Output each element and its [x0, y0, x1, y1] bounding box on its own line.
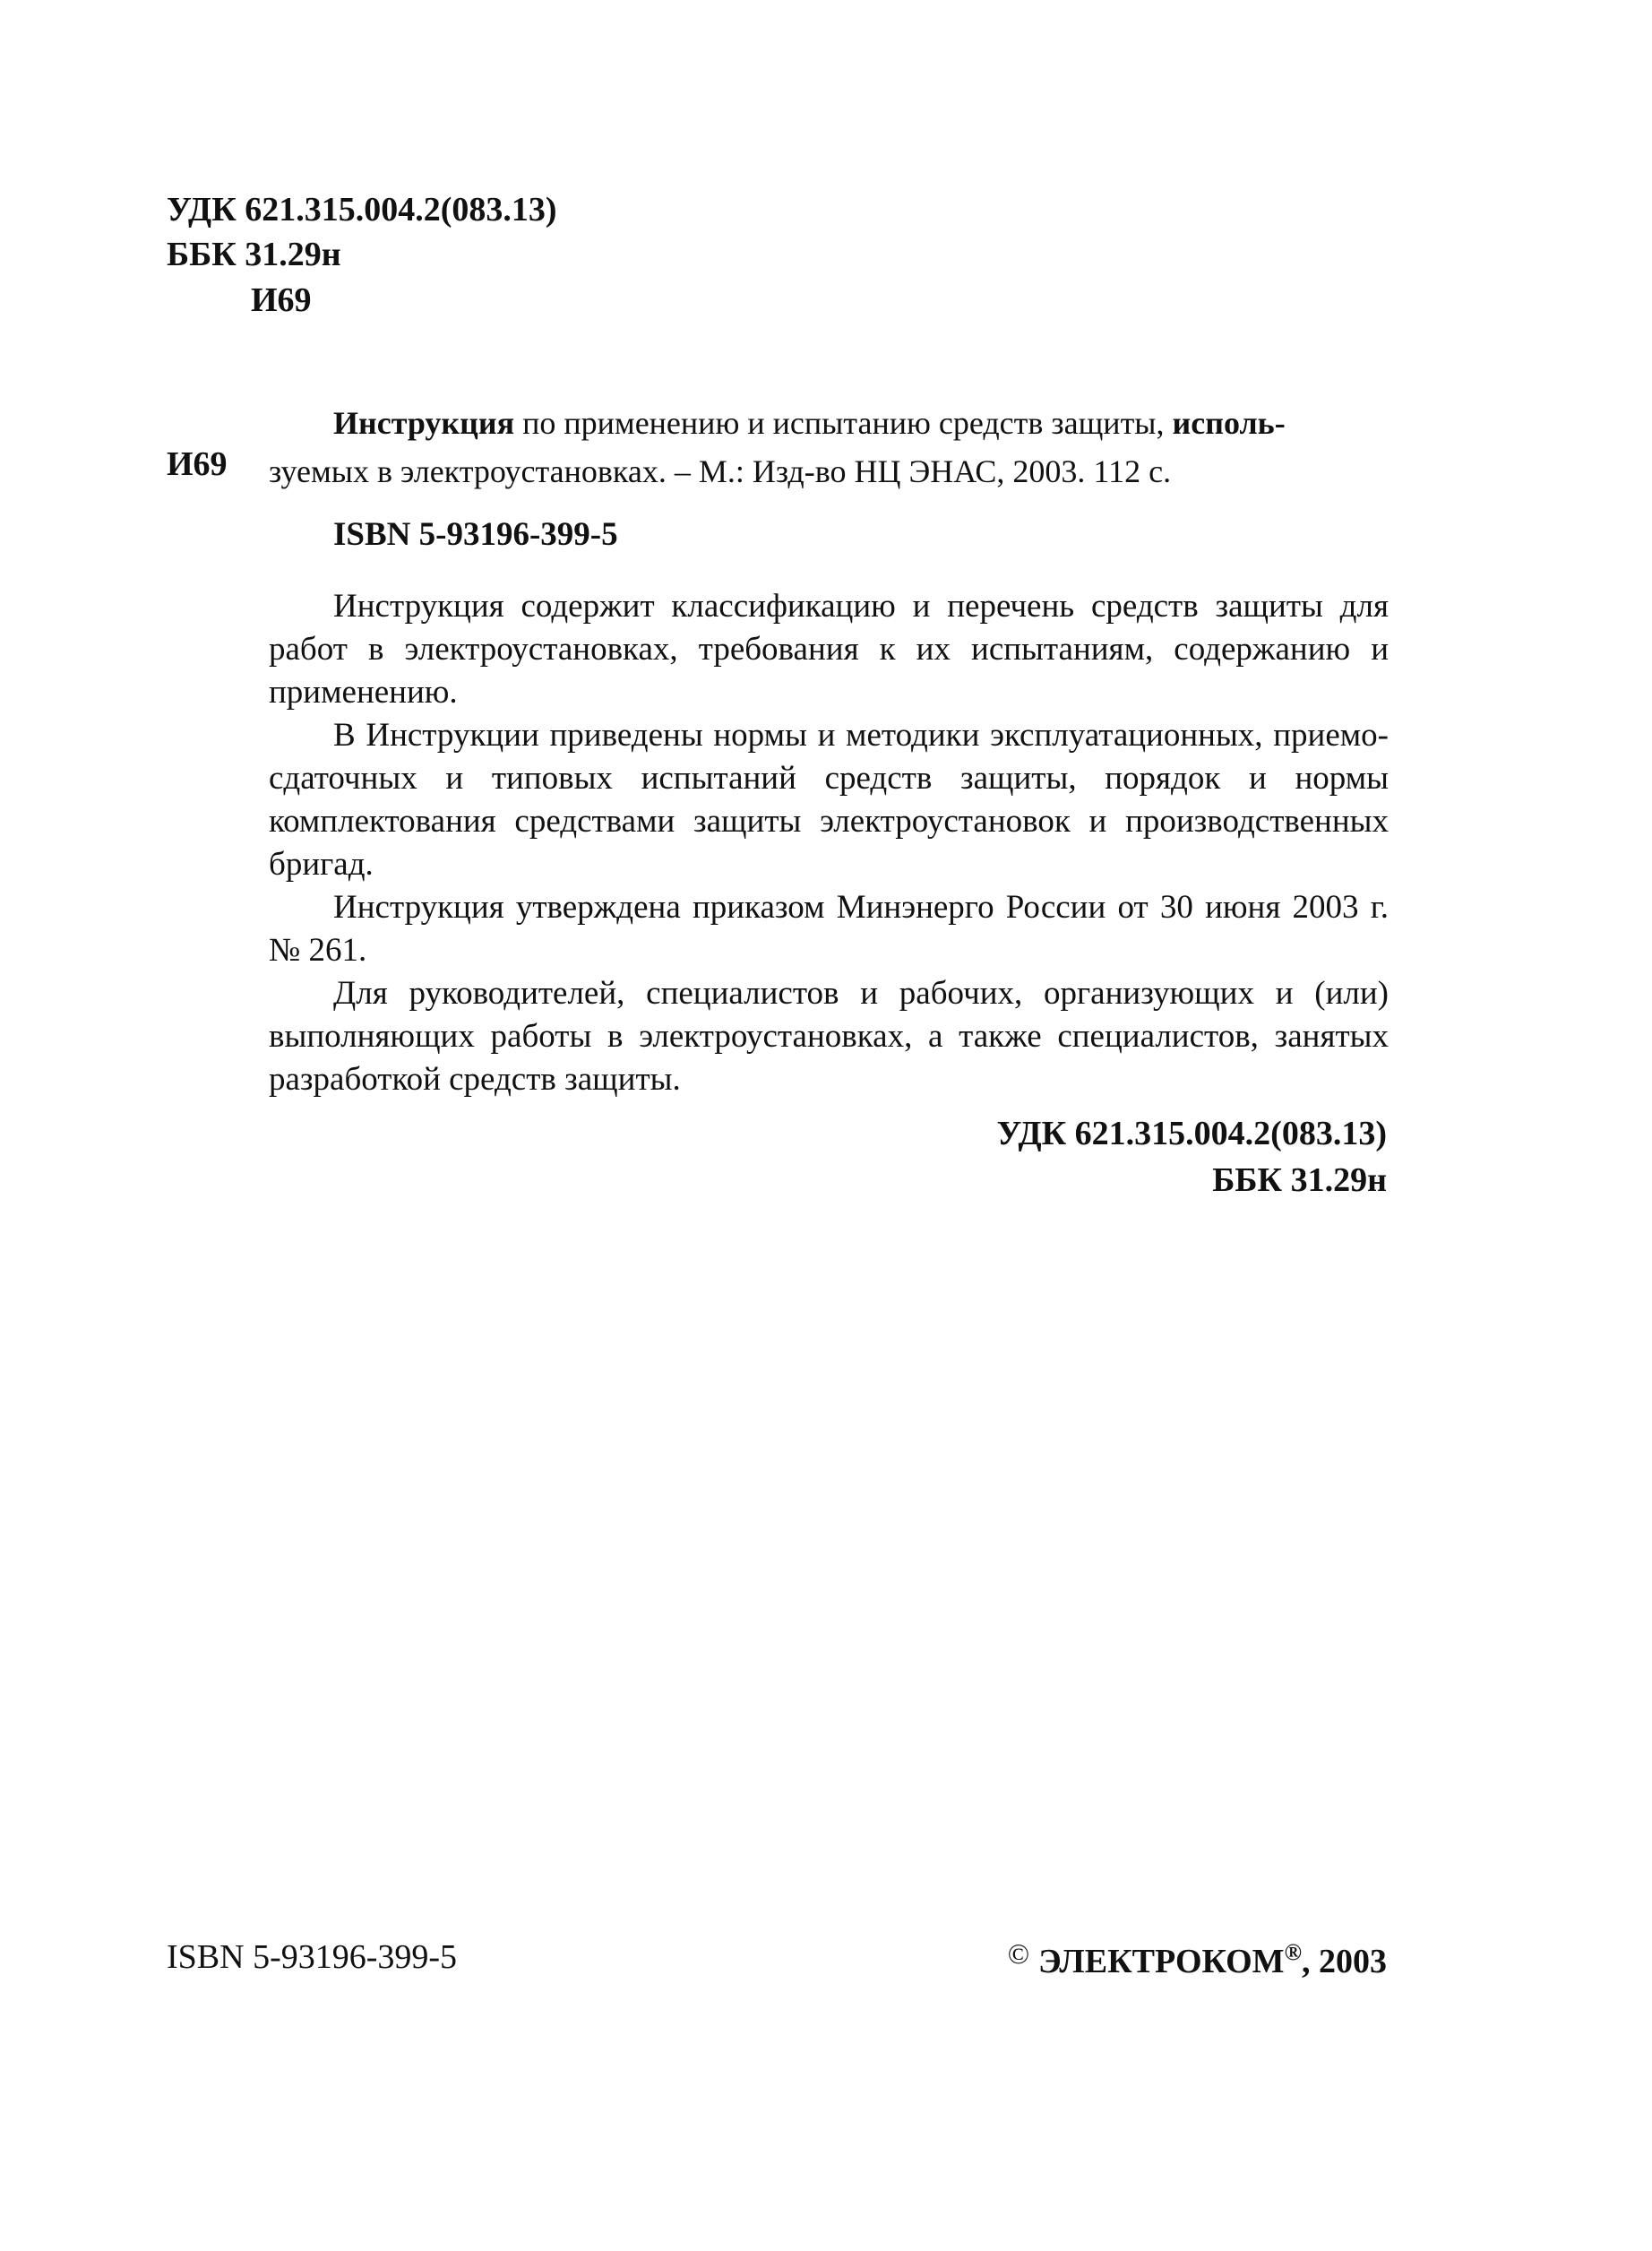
annotation-paragraph: Инструкция содержит классификацию и перечень средств защиты для работ в электроустановках, требования к их испытаниям, содержанию и применению.: [269, 588, 1389, 711]
registered-symbol: ®: [1284, 1939, 1302, 1965]
author-index-margin: И69: [167, 445, 228, 483]
udk-code-top: УДК 621.315.004.2(083.13): [167, 191, 557, 229]
copyright-notice: [1008, 1937, 1387, 1981]
author-index-top: И69: [251, 281, 312, 319]
title-rest: по применению и испытанию средств защиты,: [514, 405, 1173, 441]
publisher-name: ЭЛЕКТРОКОМ: [1038, 1943, 1285, 1980]
annotation-paragraph: В Инструкции приведены нормы и методики эксплуатационных, приемо-сдаточных и типовых испытаний средств защиты, порядок и нормы комплектования средствами защиты электроустановок и производственных бригад.: [269, 717, 1389, 883]
copyright-year: , 2003: [1302, 1943, 1387, 1980]
bbk-code-top: ББК 31.29н: [167, 236, 341, 273]
footer-isbn: ISBN 5-93196-399-5: [167, 1938, 458, 1976]
publication-info: в электроустановках. – М.: Изд-во НЦ ЭНАС, 2003. 112 с.: [368, 453, 1172, 489]
annotation-paragraph: Инструкция утверждена приказом Минэнерго России от 30 июня 2003 г. № 261.: [269, 889, 1389, 969]
udk-code-bottom: УДК 621.315.004.2(083.13): [996, 1115, 1387, 1152]
bbk-code-bottom: ББК 31.29н: [1212, 1161, 1387, 1199]
title-continuation: зуемых: [269, 453, 369, 489]
bibliographic-entry: [269, 399, 1389, 496]
title-bold-part: исполь-: [1172, 405, 1286, 441]
title-bold-start: Инструкция: [333, 405, 515, 441]
isbn-main: ISBN 5-93196-399-5: [333, 516, 618, 553]
annotation-paragraph: Для руководителей, специалистов и рабочих, организующих и (или) выполняющих работы в электроустановках, а также специалистов, занятых разработкой средств защиты.: [269, 975, 1389, 1098]
copyright-symbol: ©: [1007, 1937, 1030, 1970]
annotation: [269, 585, 1389, 1101]
